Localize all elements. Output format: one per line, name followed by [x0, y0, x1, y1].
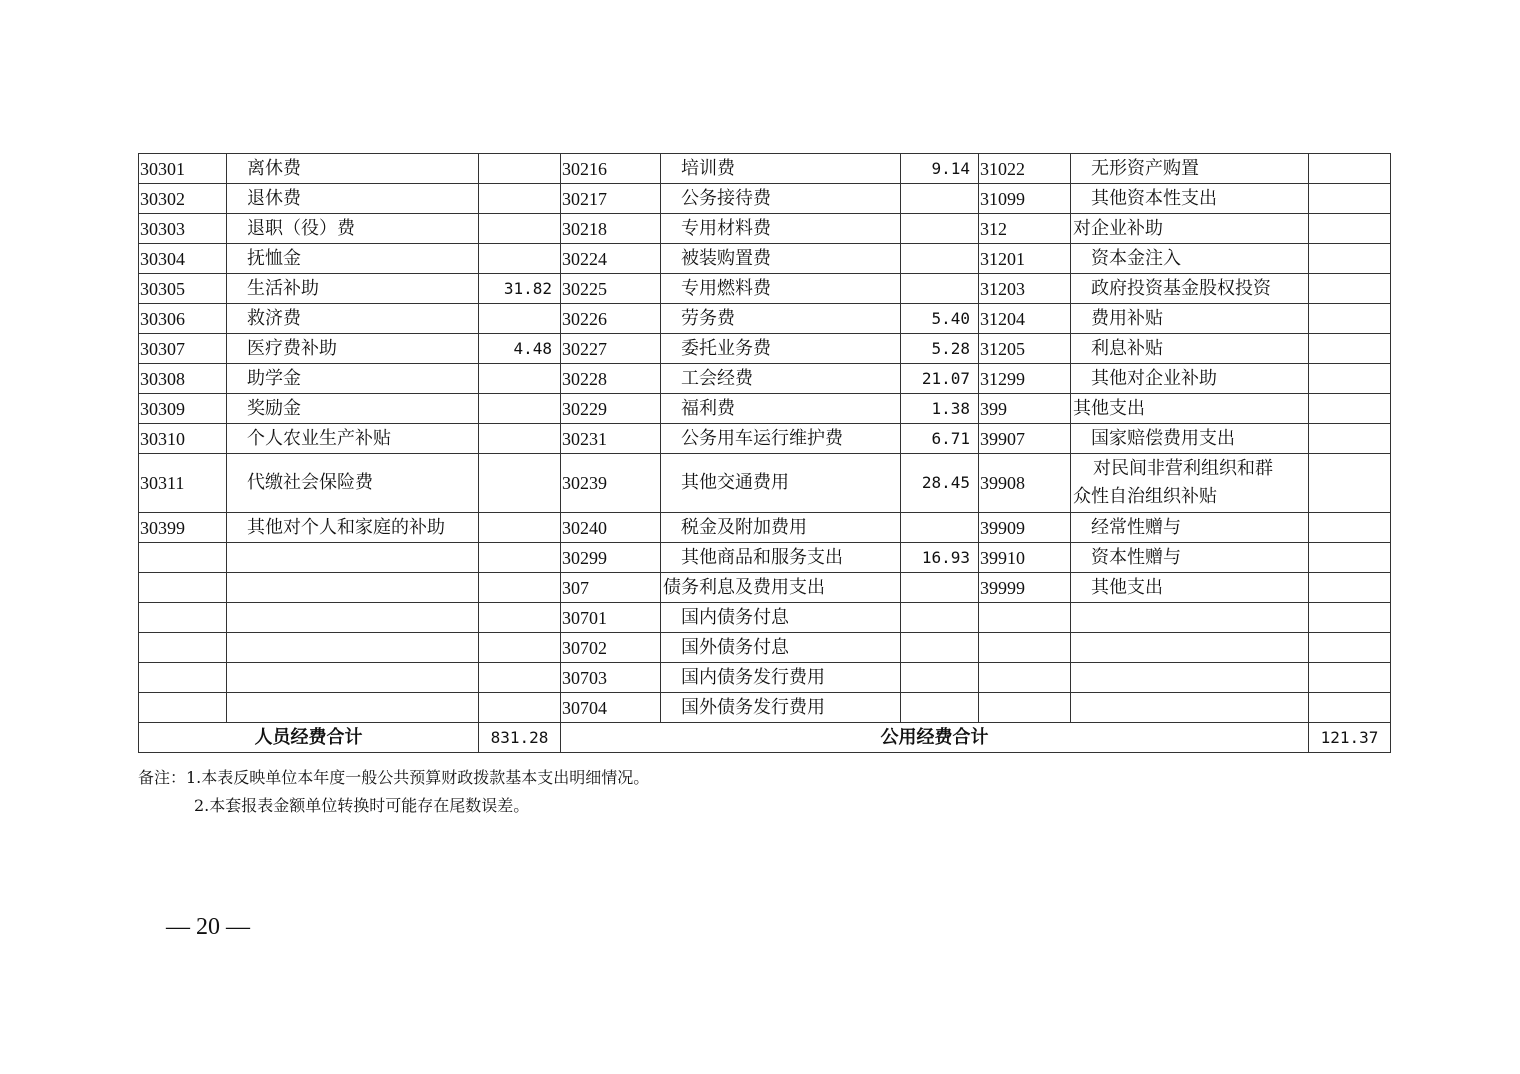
amount-cell	[479, 184, 561, 214]
amount-cell: 16.93	[901, 543, 979, 573]
amount-cell	[1309, 513, 1391, 543]
account-name-cell: 对企业补助	[1071, 214, 1309, 244]
amount-cell	[1309, 334, 1391, 364]
account-name-cell: 债务利息及费用支出	[661, 573, 901, 603]
account-code-cell: 39999	[979, 573, 1071, 603]
account-code-cell: 30217	[561, 184, 661, 214]
account-name-line-2: 众性自治组织补贴	[1073, 486, 1217, 507]
account-code-cell: 31203	[979, 274, 1071, 304]
personnel-total-label: 人员经费合计	[139, 723, 479, 753]
table-row	[139, 244, 1391, 274]
account-name-cell: 费用补贴	[1071, 304, 1309, 334]
amount-cell	[1309, 154, 1391, 184]
amount-cell	[1309, 603, 1391, 633]
amount-cell	[479, 364, 561, 394]
account-code-cell: 30399	[139, 513, 227, 543]
amount-cell	[901, 244, 979, 274]
amount-cell: 4.48	[479, 334, 561, 364]
account-code-cell: 30227	[561, 334, 661, 364]
amount-cell	[479, 513, 561, 543]
account-code-cell: 30307	[139, 334, 227, 364]
account-code-cell	[979, 633, 1071, 663]
account-code-cell: 30304	[139, 244, 227, 274]
amount-cell	[901, 693, 979, 723]
account-code-cell: 30228	[561, 364, 661, 394]
amount-cell	[479, 603, 561, 633]
account-name-cell	[227, 693, 479, 723]
account-code-cell	[139, 543, 227, 573]
account-name-cell: 国外债务发行费用	[661, 693, 901, 723]
amount-cell	[1309, 274, 1391, 304]
account-name-cell: 其他支出	[1071, 573, 1309, 603]
amount-cell	[479, 424, 561, 454]
amount-cell	[901, 184, 979, 214]
account-code-cell: 30305	[139, 274, 227, 304]
personnel-total-amount: 831.28	[479, 723, 561, 753]
amount-cell	[1309, 663, 1391, 693]
account-code-cell: 30240	[561, 513, 661, 543]
public-total-amount: 121.37	[1309, 723, 1391, 753]
account-code-cell	[139, 633, 227, 663]
account-code-cell: 31204	[979, 304, 1071, 334]
account-name-line-1: 对民间非营利组织和群	[1093, 458, 1273, 479]
account-code-cell: 30311	[139, 454, 227, 513]
account-name-cell: 其他资本性支出	[1071, 184, 1309, 214]
account-name-cell	[227, 573, 479, 603]
account-code-cell: 30299	[561, 543, 661, 573]
amount-cell	[1309, 304, 1391, 334]
table-row	[139, 663, 1391, 693]
account-name-cell: 生活补助	[227, 274, 479, 304]
account-code-cell: 30302	[139, 184, 227, 214]
account-name-cell	[227, 663, 479, 693]
account-name-cell: 退职（役）费	[227, 214, 479, 244]
note-line-2: 2.本套报表金额单位转换时可能存在尾数误差。	[194, 796, 530, 815]
account-code-cell: 307	[561, 573, 661, 603]
table-row	[139, 693, 1391, 723]
amount-cell	[479, 244, 561, 274]
account-name-cell: 无形资产购置	[1071, 154, 1309, 184]
account-name-cell	[227, 633, 479, 663]
public-total-label: 公用经费合计	[561, 723, 1309, 753]
account-code-cell: 31022	[979, 154, 1071, 184]
account-name-cell: 个人农业生产补贴	[227, 424, 479, 454]
amount-cell	[479, 693, 561, 723]
amount-cell: 5.28	[901, 334, 979, 364]
account-name-cell	[227, 543, 479, 573]
account-name-cell: 其他支出	[1071, 394, 1309, 424]
table-body	[139, 154, 1391, 723]
page-number: — 20 —	[166, 914, 250, 940]
account-code-cell: 312	[979, 214, 1071, 244]
account-name-cell: 离休费	[227, 154, 479, 184]
account-code-cell: 399	[979, 394, 1071, 424]
account-code-cell: 30306	[139, 304, 227, 334]
account-name-cell: 委托业务费	[661, 334, 901, 364]
account-name-cell: 其他对个人和家庭的补助	[227, 513, 479, 543]
account-name-cell: 医疗费补助	[227, 334, 479, 364]
account-name-cell: 抚恤金	[227, 244, 479, 274]
account-name-cell: 被装购置费	[661, 244, 901, 274]
amount-cell	[1309, 573, 1391, 603]
account-code-cell	[139, 663, 227, 693]
account-name-cell: 劳务费	[661, 304, 901, 334]
table-row	[139, 154, 1391, 184]
amount-cell: 21.07	[901, 364, 979, 394]
account-code-cell: 31299	[979, 364, 1071, 394]
amount-cell	[479, 543, 561, 573]
account-code-cell: 30310	[139, 424, 227, 454]
account-name-cell	[1071, 663, 1309, 693]
amount-cell	[1309, 633, 1391, 663]
amount-cell	[901, 214, 979, 244]
account-name-cell	[1071, 454, 1309, 513]
table-row	[139, 633, 1391, 663]
amount-cell: 1.38	[901, 394, 979, 424]
table-row	[139, 424, 1391, 454]
account-code-cell: 30309	[139, 394, 227, 424]
amount-cell	[901, 274, 979, 304]
account-code-cell: 30701	[561, 603, 661, 633]
amount-cell	[479, 394, 561, 424]
account-name-cell: 经常性赠与	[1071, 513, 1309, 543]
account-name-cell: 福利费	[661, 394, 901, 424]
amount-cell	[901, 603, 979, 633]
amount-cell	[479, 214, 561, 244]
table-row	[139, 394, 1391, 424]
amount-cell	[479, 454, 561, 513]
account-name-cell: 公务接待费	[661, 184, 901, 214]
account-name-cell: 政府投资基金股权投资	[1071, 274, 1309, 304]
account-code-cell	[979, 663, 1071, 693]
amount-cell: 6.71	[901, 424, 979, 454]
account-code-cell: 39907	[979, 424, 1071, 454]
amount-cell	[1309, 364, 1391, 394]
table-row	[139, 184, 1391, 214]
amount-cell	[901, 513, 979, 543]
account-name-cell: 国内债务发行费用	[661, 663, 901, 693]
notes	[138, 764, 649, 820]
account-code-cell: 30218	[561, 214, 661, 244]
table-row	[139, 274, 1391, 304]
account-name-cell	[1071, 603, 1309, 633]
account-code-cell: 39908	[979, 454, 1071, 513]
account-name-cell: 其他对企业补助	[1071, 364, 1309, 394]
amount-cell: 31.82	[479, 274, 561, 304]
account-code-cell: 39909	[979, 513, 1071, 543]
account-code-cell: 31205	[979, 334, 1071, 364]
account-code-cell: 30239	[561, 454, 661, 513]
account-code-cell: 31099	[979, 184, 1071, 214]
account-name-cell	[1071, 693, 1309, 723]
table-row	[139, 304, 1391, 334]
amount-cell	[1309, 693, 1391, 723]
account-name-cell: 其他商品和服务支出	[661, 543, 901, 573]
amount-cell	[1309, 454, 1391, 513]
account-code-cell	[979, 603, 1071, 633]
amount-cell	[1309, 184, 1391, 214]
amount-cell	[1309, 214, 1391, 244]
account-code-cell: 30308	[139, 364, 227, 394]
account-name-cell: 助学金	[227, 364, 479, 394]
amount-cell	[479, 304, 561, 334]
table-row	[139, 364, 1391, 394]
account-code-cell: 30229	[561, 394, 661, 424]
amount-cell	[479, 633, 561, 663]
account-name-cell: 专用燃料费	[661, 274, 901, 304]
amount-cell	[479, 154, 561, 184]
account-code-cell: 30702	[561, 633, 661, 663]
account-name-cell: 国家赔偿费用支出	[1071, 424, 1309, 454]
account-name-cell: 利息补贴	[1071, 334, 1309, 364]
note-line-1: 备注：1.本表反映单位本年度一般公共预算财政拨款基本支出明细情况。	[138, 768, 650, 787]
account-name-cell: 其他交通费用	[661, 454, 901, 513]
account-code-cell	[139, 573, 227, 603]
account-code-cell: 30703	[561, 663, 661, 693]
account-code-cell: 30303	[139, 214, 227, 244]
amount-cell	[901, 573, 979, 603]
table-row	[139, 513, 1391, 543]
amount-cell	[901, 663, 979, 693]
amount-cell	[479, 573, 561, 603]
amount-cell	[1309, 424, 1391, 454]
account-name-cell: 国外债务付息	[661, 633, 901, 663]
account-name-cell: 专用材料费	[661, 214, 901, 244]
expenditure-detail-table	[138, 153, 1391, 753]
account-code-cell: 30231	[561, 424, 661, 454]
account-name-cell: 奖励金	[227, 394, 479, 424]
account-name-cell: 培训费	[661, 154, 901, 184]
account-code-cell	[979, 693, 1071, 723]
account-name-cell: 工会经费	[661, 364, 901, 394]
account-name-cell: 资本性赠与	[1071, 543, 1309, 573]
account-name-cell: 税金及附加费用	[661, 513, 901, 543]
table-row	[139, 543, 1391, 573]
account-code-cell: 39910	[979, 543, 1071, 573]
table-row	[139, 334, 1391, 364]
amount-cell	[901, 633, 979, 663]
table-row	[139, 573, 1391, 603]
account-name-cell: 救济费	[227, 304, 479, 334]
account-code-cell: 30226	[561, 304, 661, 334]
amount-cell: 28.45	[901, 454, 979, 513]
amount-cell	[479, 663, 561, 693]
account-code-cell: 31201	[979, 244, 1071, 274]
account-name-cell: 代缴社会保险费	[227, 454, 479, 513]
amount-cell: 9.14	[901, 154, 979, 184]
account-name-cell	[227, 603, 479, 633]
account-code-cell: 30216	[561, 154, 661, 184]
account-code-cell: 30225	[561, 274, 661, 304]
account-name-cell: 资本金注入	[1071, 244, 1309, 274]
account-name-cell: 公务用车运行维护费	[661, 424, 901, 454]
table-row	[139, 603, 1391, 633]
account-name-cell: 国内债务付息	[661, 603, 901, 633]
account-code-cell	[139, 603, 227, 633]
account-name-cell	[1071, 633, 1309, 663]
amount-cell	[1309, 244, 1391, 274]
account-code-cell	[139, 693, 227, 723]
account-code-cell: 30704	[561, 693, 661, 723]
account-code-cell: 30224	[561, 244, 661, 274]
table-row	[139, 214, 1391, 244]
account-name-cell: 退休费	[227, 184, 479, 214]
amount-cell	[1309, 394, 1391, 424]
amount-cell: 5.40	[901, 304, 979, 334]
totals-row	[139, 723, 1391, 753]
amount-cell	[1309, 543, 1391, 573]
table-row	[139, 454, 1391, 513]
account-code-cell: 30301	[139, 154, 227, 184]
